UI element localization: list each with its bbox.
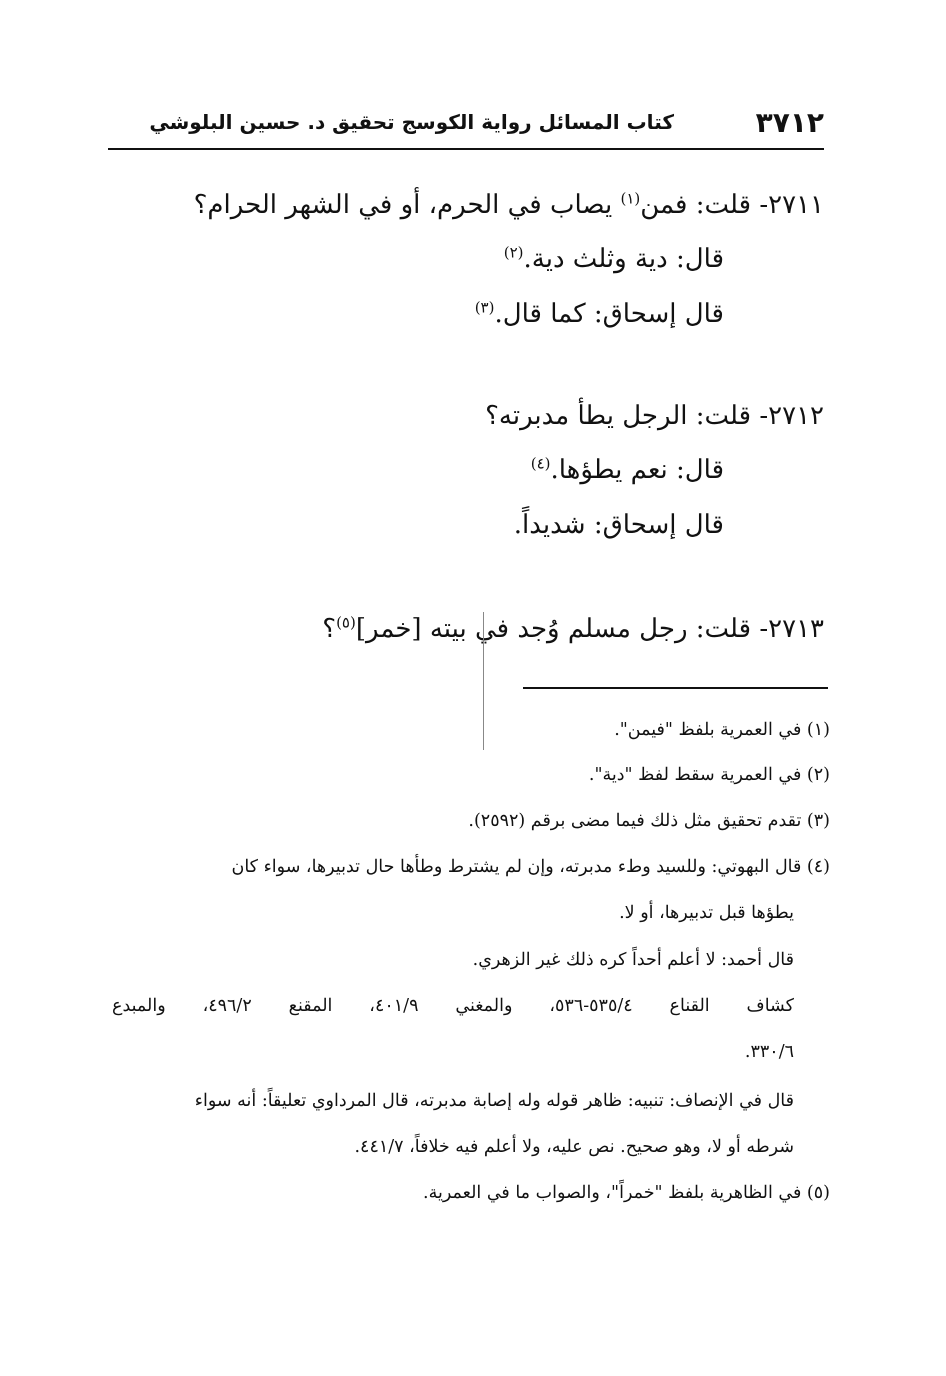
header-rule (108, 148, 824, 150)
footnote-5: (٥) في الظاهرية بلفظ "خمراً"، والصواب ما في العمرية. (423, 1183, 830, 1203)
footnote-4-references-end: ٣٣٠/٦. (744, 1042, 794, 1062)
question-2713: ٢٧١٣- قلت: رجل مسلم وُجد في بيته [خمر]$^{(٥)}$؟ (322, 613, 824, 644)
answer-2711-ahmad: قال: دية وثلث دية.$^{(٢)}$ (503, 243, 724, 274)
question-2711: ٢٧١١- قلت: فمن$^{(١)}$ يصاب في الحرم، أو في الشهر الحرام؟ (193, 189, 824, 220)
footnote-4-insaf-end: شرطه أو لا، وهو صحيح. نص عليه، ولا أعلم فيه خلافاً، ٤٤١/٧. (354, 1137, 794, 1157)
footnote-4-ahmad-quote: قال أحمد: لا أعلم أحداً كره ذلك غير الزهري. (472, 950, 794, 970)
footnote-4-line-2: يطؤها قبل تدبيرها، أو لا. (619, 903, 794, 923)
answer-2711-ishaq: قال إسحاق: كما قال.$^{(٣)}$ (474, 298, 724, 329)
footnote-ref-4[interactable]: (٤) (530, 454, 551, 473)
answer-2712-ishaq: قال إسحاق: شديداً. (513, 510, 724, 540)
page-header (108, 100, 824, 150)
footnote-ref-3[interactable]: (٣) (474, 298, 495, 317)
footnote-ref-2[interactable]: (٢) (503, 243, 524, 262)
footnote-ref-5[interactable]: (٥) (336, 613, 356, 632)
scan-artifact-line (483, 612, 484, 750)
question-2712: ٢٧١٢- قلت: الرجل يطأ مدبرته؟ (485, 401, 824, 431)
footnote-3: (٣) تقدم تحقيق مثل ذلك فيما مضى برقم (٢٥٩٢). (468, 811, 830, 831)
footnote-4-references: كشاف القناع ٥٣٥/٤-٥٣٦، والمغني ٤٠١/٩، المقنع ٤٩٦/٢، والمبدع (112, 996, 794, 1016)
answer-2712-ahmad: قال: نعم يطؤها.$^{(٤)}$ (530, 454, 724, 485)
footnote-4-insaf: قال في الإنصاف: تنبيه: ظاهر قوله وله إصابة مدبرته، قال المرداوي تعليقاً: أنه سواء (194, 1091, 794, 1111)
page-number: ٣٧١٢ (755, 106, 824, 139)
book-title: كتاب المسائل رواية الكوسج تحقيق د. حسين البلوشي (149, 110, 674, 134)
footnote-1: (١) في العمرية بلفظ "فيمن". (614, 720, 830, 740)
footnote-2: (٢) في العمرية سقط لفظ "دية". (588, 765, 830, 785)
footnote-ref-1[interactable]: (١) (620, 189, 641, 208)
footnote-4: (٤) قال البهوتي: وللسيد وطء مدبرته، وإن لم يشترط وطأها حال تدبيرها، سواء كان (231, 857, 830, 877)
